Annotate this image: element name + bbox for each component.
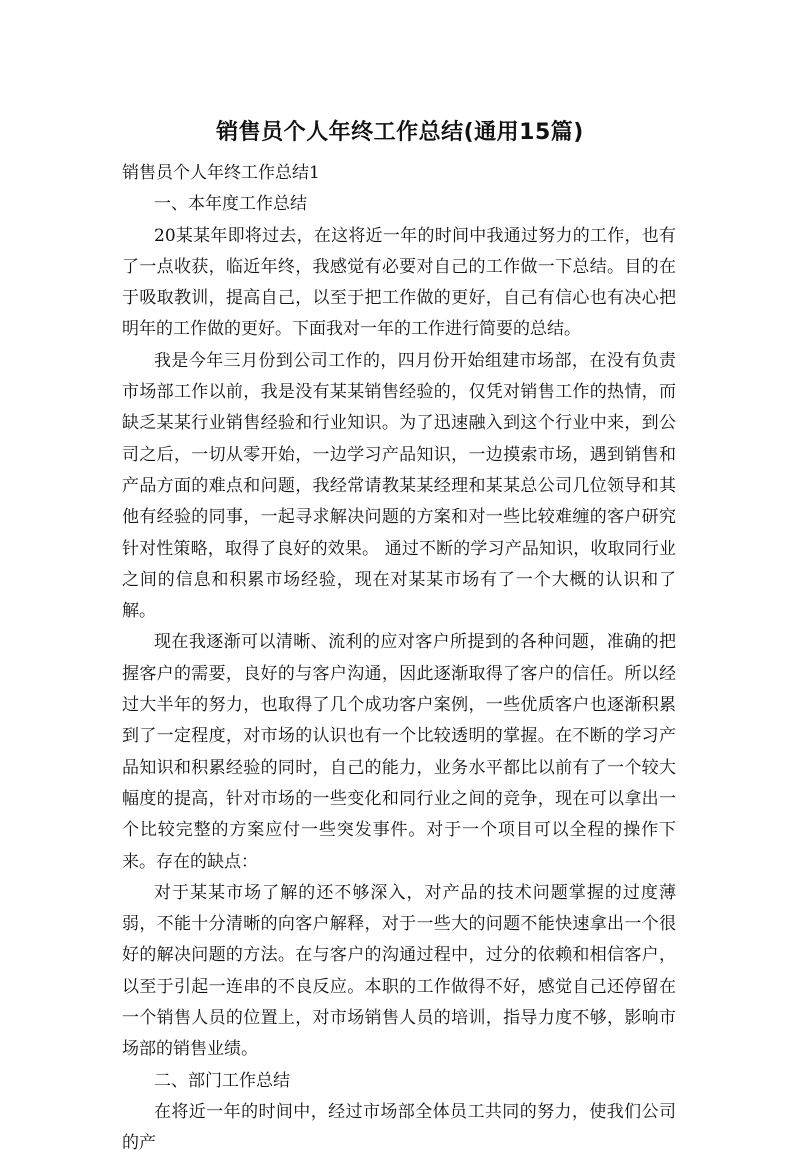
section-heading-annual-summary: 一、本年度工作总结	[154, 194, 307, 215]
paragraph-department: 在将近一年的时间中，经过市场部全体员工共同的努力，使我们公司的产	[122, 1101, 676, 1154]
document-title: 销售员个人年终工作总结(通用15篇)	[216, 120, 584, 145]
document-body	[122, 158, 676, 1160]
section-heading-department-summary: 二、部门工作总结	[154, 1070, 290, 1091]
paragraph-shortcomings: 对于某某市场了解的还不够深入，对产品的技术问题掌握的过度薄弱，不能十分清晰的向客户解释，对于一些大的问题不能快速拿出一个很好的解决问题的方法。在与客户的沟通过程中，过分的依赖和相信客户，以至于引起一连串的不良反应。本职的工作做得不好，感觉自己还停留在一个销售人员的位置上，对市场销售人员的培训，指导力度不够，影响市场部的销售业绩。	[122, 882, 676, 1060]
paragraph-joining-company: 我是今年三月份到公司工作的，四月份开始组建市场部，在没有负责市场部工作以前，我是没有某某销售经验的，仅凭对销售工作的热情，而缺乏某某行业销售经验和行业知识。为了迅速融入到这个行业中来，到公司之后，一切从零开始，一边学习产品知识，一边摸索市场，遇到销售和产品方面的难点和问题，我经常请教某某经理和某某总公司几位领导和其他有经验的同事，一起寻求解决问题的方案和对一些比较难缠的客户研究针对性策略，取得了良好的效果。 通过不断的学习产品知识，收取同行业之间的信息和积累市场经验，现在对某某市场有了一个大概的认识和了解。	[122, 350, 676, 622]
paragraph-progress: 现在我逐渐可以清晰、流利的应对客户所提到的各种问题，准确的把握客户的需要，良好的与客户沟通，因此逐渐取得了客户的信任。所以经过大半年的努力，也取得了几个成功客户案例，一些优质客户也逐渐积累到了一定程度，对市场的认识也有一个比较透明的掌握。在不断的学习产品知识和积累经验的同时，自己的能力，业务水平都比以前有了一个较大幅度的提高，针对市场的一些变化和同行业之间的竞争，现在可以拿出一个比较完整的方案应付一些突发事件。对于一个项目可以全程的操作下来。存在的缺点：	[122, 632, 676, 872]
document-subtitle: 销售员个人年终工作总结1	[122, 163, 320, 183]
paragraph-intro: 20某某年即将过去，在这将近一年的时间中我通过努力的工作，也有了一点收获，临近年终，我感觉有必要对自己的工作做一下总结。目的在于吸取教训，提高自己，以至于把工作做的更好，自己有信心也有决心把明年的工作做的更好。下面我对一年的工作进行简要的总结。	[122, 225, 676, 340]
